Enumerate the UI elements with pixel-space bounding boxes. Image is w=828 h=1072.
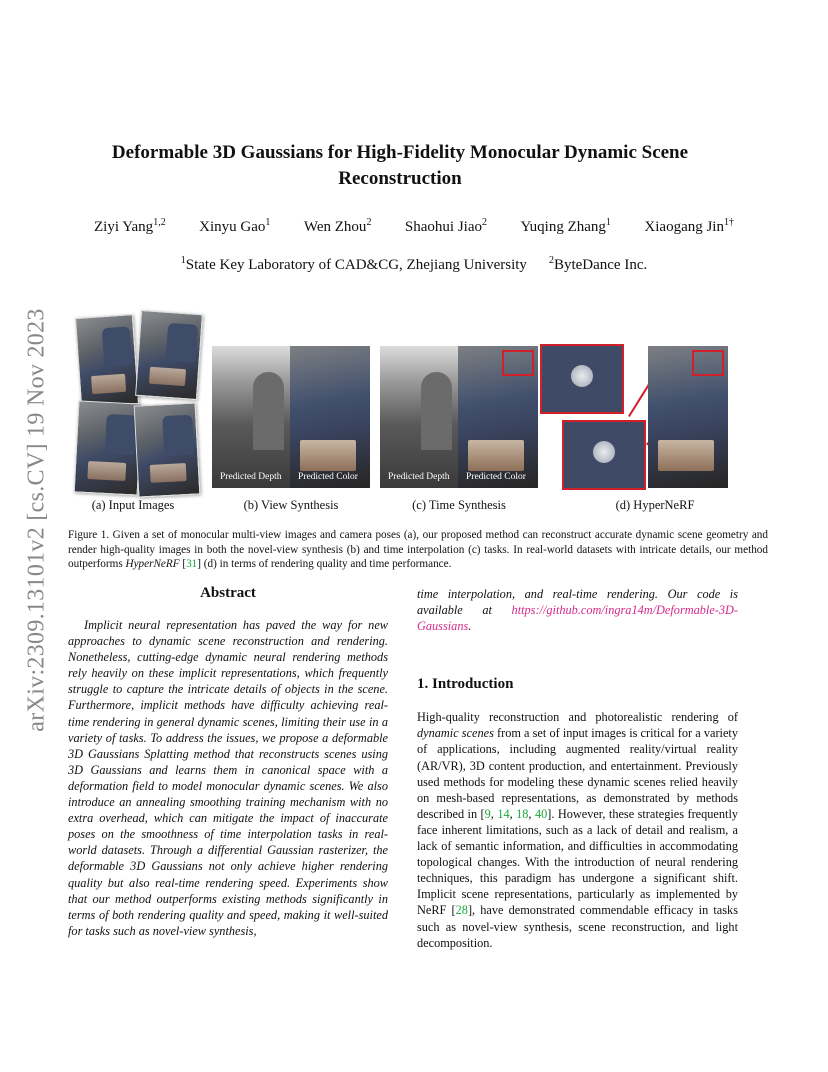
predicted-depth-label: Predicted Depth — [220, 472, 282, 482]
hypernerf-image — [648, 346, 728, 488]
predicted-depth-label: Predicted Depth — [388, 472, 450, 482]
author: Xinyu Gao$^1$ — [199, 217, 271, 235]
predicted-color-label: Predicted Color — [298, 472, 358, 482]
affiliation: $^1$State Key Laboratory of CAD&CG, Zhejiang University — [180, 255, 527, 273]
abstract-section — [68, 585, 388, 939]
title-line-1: Deformable 3D Gaussians for High-Fidelity Monocular Dynamic Scene — [111, 142, 689, 163]
arxiv-stamp-text: arXiv:2309.13101v2 [cs.CV] 19 Nov 2023 — [23, 308, 50, 732]
figure-caption: Figure 1. Given a set of monocular multi-view images and camera poses (a), our proposed method can reconstruct accurate dynamic scene geometry and render high-quality images in both the novel-view synthesis (b) and time interpolation (c) tasks. In real-world datasets with intricate details, our method outperforms HyperNeRF [31] (d) in terms of rendering quality and time performance. — [68, 529, 768, 571]
author-list — [80, 217, 748, 236]
abstract-body: Implicit neural representation has paved the way for new approaches to dynamic scene reconstruction and rendering. Nonetheless, cutting-edge dynamic neural rendering methods rely heavily on these implicit representations, which frequently struggle to capture the intricate details of objects in the scene. Furthermore, implicit methods have difficulty achieving real-time rendering in general dynamic scenes, limiting their use in a variety of tasks. To address the issues, we propose a deformable 3D Gaussians Splatting method that reconstructs scenes using 3D Gaussians and learns them in canonical space with a deformation field to model monocular dynamic scenes. We also introduce an annealing smoothing training mechanism with no extra overhead, which can mitigate the impact of inaccurate poses on the smoothness of time interpolation tasks in real-world datasets. Through a differential Gaussian rasterizer, the deformable 3D Gaussians not only achieve higher rendering quality but also real-time rendering speed. Experiments show that our method outperforms existing methods significantly in terms of both rendering quality and speed, making it well-suited for tasks such as novel-view synthesis, — [68, 618, 388, 938]
arxiv-stamp — [22, 280, 52, 760]
subcaption-c: (c) Time Synthesis — [412, 498, 506, 512]
predicted-color-label: Predicted Color — [466, 472, 526, 482]
input-image — [74, 400, 143, 495]
introduction-paragraph: High-quality reconstruction and photorealistic rendering of dynamic scenes from a set of input images is critical for a variety of applications, including augmented reality/virtual reality (AR/VR), 3D content production, and entertainment. Previously used methods for modeling these dynamic scenes relied heavily on mesh-based representations, as demonstrated by methods described in [9, 14, 18, 40]. However, these strategies frequently face inherent limitations, such as a lack of detail and realism, a lack of semantic information, and difficulties in accommodating topological changes. With the introduction of neural rendering techniques, this paradigm has undergone a significant shift. Implicit scene representations, particularly as implemented by NeRF [28], have demonstrated commendable efficacy in tasks such as novel-view synthesis, scene reconstruction, and light decomposition. — [417, 710, 739, 950]
predicted-depth-image — [380, 346, 458, 488]
abstract-continuation: time interpolation, and real-time rendering. Our code is available at https://github.com/ingra14m/Deformable-3D-Gaussians. — [417, 587, 738, 634]
figure-1 — [68, 310, 768, 520]
subcaption-b: (b) View Synthesis — [243, 498, 339, 512]
title-line-2: Reconstruction — [338, 168, 462, 189]
predicted-depth-image — [212, 346, 290, 488]
subcaption-a: (a) Input Images — [91, 498, 175, 512]
input-image — [134, 402, 201, 497]
citation-link[interactable]: 9 — [484, 806, 491, 821]
paper-title — [80, 140, 720, 192]
zoom-inset-hypernerf — [562, 420, 646, 490]
input-image — [135, 310, 203, 400]
citation-link[interactable]: 31 — [186, 558, 198, 571]
input-image — [75, 314, 139, 408]
author: Xiaogang Jin$^{1\dagger}$ — [644, 217, 734, 235]
code-link[interactable]: https://github.com/ingra14m/Deformable-3D-Gaussians — [417, 603, 738, 634]
predicted-color-image — [290, 346, 370, 488]
author: Shaohui Jiao$^2$ — [404, 217, 488, 235]
section-heading-introduction: 1. Introduction — [417, 676, 514, 693]
author: Wen Zhou$^2$ — [303, 217, 372, 235]
right-column — [417, 586, 738, 951]
affiliation: $^2$ByteDance Inc. — [548, 255, 648, 273]
zoom-inset-ours — [540, 344, 624, 414]
citation-link[interactable]: 14 — [497, 806, 510, 821]
affiliations — [80, 255, 748, 274]
citation-link[interactable]: 28 — [455, 903, 468, 918]
predicted-color-image — [458, 346, 538, 488]
citation-link[interactable]: 18 — [516, 806, 529, 821]
subcaption-d: (d) HyperNeRF — [615, 498, 695, 512]
citation-link[interactable]: 40 — [534, 806, 548, 821]
abstract-heading: Abstract — [200, 585, 256, 601]
author: Yuqing Zhang$^1$ — [520, 217, 611, 235]
author: Ziyi Yang$^{1,2}$ — [94, 217, 166, 235]
